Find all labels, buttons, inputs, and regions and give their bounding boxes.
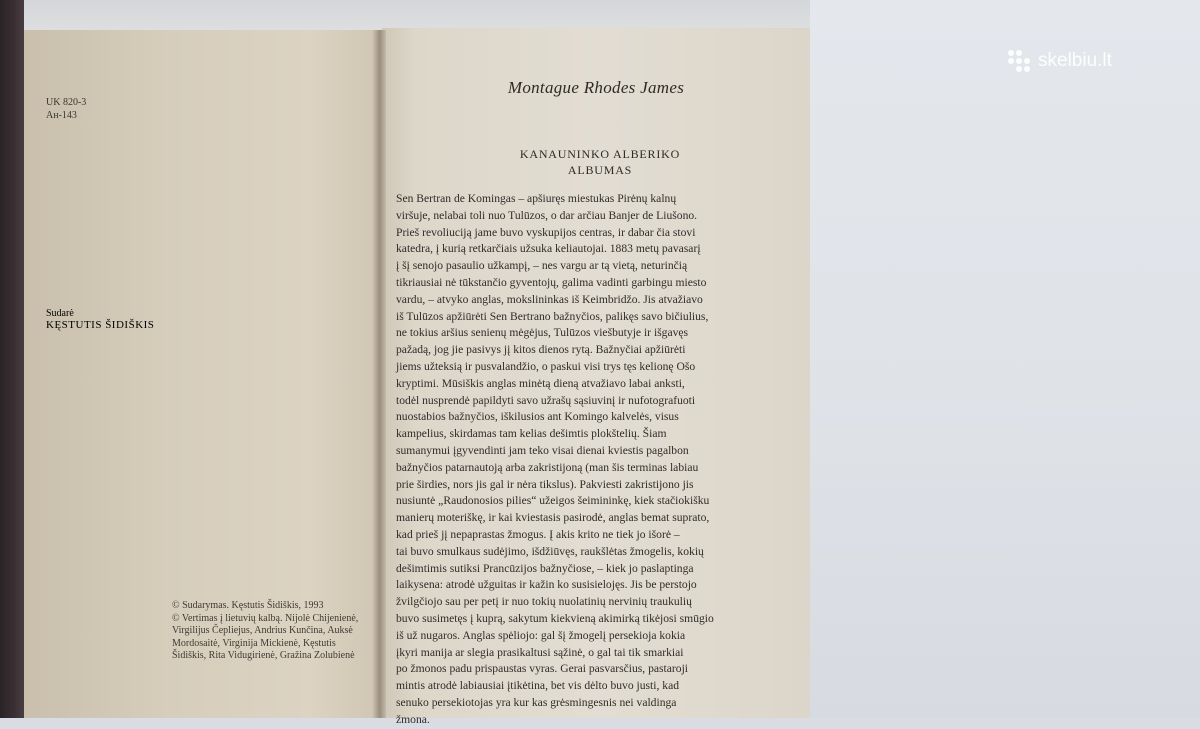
body-text-line: prie širdies, nors jis gal ir nėra tikslus). Pakviesti zakristijono jis bbox=[396, 477, 694, 491]
body-text-line: žmona. bbox=[396, 712, 430, 726]
body-text-line: įkyri manija ar slegia prasikaltusi sąžinė, o gal tai tik smarkiai bbox=[396, 645, 684, 659]
credit-line: Virgilijus Čepliejus, Andrius Kunčina, Auksė bbox=[172, 625, 353, 636]
body-text-line: jiems užteksią ir pusvalandžio, o paskui visi trys tęs kelionę Ošo bbox=[396, 359, 696, 373]
body-text-line: dešimtimis sutiksi Prancūzijos bažnyčiose, – kiek jo paslaptinga bbox=[396, 561, 694, 575]
body-text-line: laikysena: atrodė užguitas ir kažin ko susisielojęs. Jis be perstojo bbox=[396, 578, 697, 592]
compiler-credit bbox=[46, 308, 154, 331]
story-title bbox=[400, 146, 800, 178]
body-text-line: mintis atrodė labiausiai įtikėtina, bet vis dėlto buvo justi, kad bbox=[396, 679, 680, 693]
top-background-strip bbox=[24, 0, 810, 30]
table-surface bbox=[810, 0, 1200, 718]
body-text-line: iš Tulūzos apžiūrėti Sen Bertrano bažnyčios, palikęs savo bičiulius, bbox=[396, 309, 709, 323]
body-text-line: Sen Bertran de Komingas – apšiuręs miestukas Pirėnų kalnų bbox=[396, 192, 677, 205]
credit-line: Šidiškis, Rita Vidugirienė, Gražina Zolubienė bbox=[172, 650, 355, 661]
uk-code-line: Ан-143 bbox=[46, 110, 77, 121]
story-title-line: KANAUNINKO ALBERIKO bbox=[519, 147, 681, 161]
story-body-text bbox=[396, 191, 782, 729]
author-name: Montague Rhodes James bbox=[507, 78, 685, 97]
body-text-line: katedra, į kurią retkarčiais užsuka keliautojai. 1883 metų pavasarį bbox=[396, 242, 701, 256]
body-text-line: po žmonos padu prispaustas vyras. Gerai pasvarsčius, pastaroji bbox=[396, 662, 689, 676]
story-title-line: ALBUMAS bbox=[567, 163, 633, 177]
dots-logo-icon bbox=[1008, 50, 1030, 72]
library-classification-code bbox=[46, 96, 86, 122]
body-text-line: nusiuntė „Raudonosios pilies“ užeigos šeimininkę, kiek stačiokišku bbox=[396, 494, 710, 508]
body-text-line: žvilgčiojo sau per petį ir nuo tokių nuolatinių nervinių traukulių bbox=[396, 595, 692, 609]
uk-code-line: UK 820-3 bbox=[46, 97, 87, 108]
body-text-line: bažnyčios patarnautoją arba zakristijoną (man šis terminas labiau bbox=[396, 460, 699, 474]
body-text-line: tai buvo smulkaus sudėjimo, išdžiūvęs, raukšlėtas žmogelis, kokių bbox=[396, 544, 704, 558]
body-text-line: buvo susimetęs į kuprą, sakytum kiekvieną akimirką tikėjosi smūgio bbox=[396, 611, 714, 625]
body-text-line: todėl nusprendė papildyti savo užrašų sąsiuvinį ir nufotografuoti bbox=[396, 393, 696, 407]
body-text-line: kryptimi. Mūsiškis anglas minėtą dieną atvažiavo labai anksti, bbox=[396, 376, 685, 390]
body-text-line: senuko persekiotojas yra kur kas grėsmingesnis nei valdinga bbox=[396, 695, 677, 709]
compiler-name: KĘSTUTIS ŠIDIŠKIS bbox=[46, 319, 155, 331]
body-text-line: manierų moteriškę, ir kai kviestasis pasirodė, anglas bemat suprato, bbox=[396, 511, 710, 525]
body-text-line: viršuje, nelabai toli nuo Tulūzos, o dar arčiau Banjer de Liušono. bbox=[396, 208, 698, 222]
credit-line: © Vertimas į lietuvių kalbą. Nijolė Chijenienė, bbox=[172, 612, 359, 624]
body-text-line: iš už nugaros. Anglas spėliojo: gal šį žmogelį persekioja kokia bbox=[396, 628, 686, 642]
compiled-label: Sudarė bbox=[46, 308, 74, 319]
body-text-line: vardu, – atvyko anglas, mokslininkas iš Keimbridžo. Jis atvažiavo bbox=[396, 292, 703, 306]
body-text-line: pažadą, jog jie pasivys jį kitos dienos rytą. Bažnyčiai apžiūrėti bbox=[396, 343, 686, 357]
body-text-line: sumanymui įgyvendinti jam teko visai dienai kviestis pagalbon bbox=[396, 443, 689, 457]
body-text-line: nuostabios bažnyčios, iškilusios ant Komingo kalvelės, visus bbox=[396, 410, 679, 424]
book-cover-edge bbox=[0, 0, 24, 718]
credit-line: Mordosaitė, Virginija Mickienė, Kęstutis bbox=[172, 637, 336, 649]
body-text-line: tikriausiai nė tūkstančio gyventojų, galima vadinti garbingu miesto bbox=[396, 275, 707, 289]
copyright-credits bbox=[172, 600, 377, 663]
body-text-line: į šį senojo pasaulio užkampį, – nes vargu ar tą vietą, neturinčią bbox=[396, 259, 688, 273]
body-text-line: Prieš revoliuciją jame buvo vyskupijos centras, ir dabar čia stovi bbox=[396, 225, 696, 239]
watermark-text: skelbiu.lt bbox=[1038, 50, 1112, 71]
body-text-line: kampelius, skirdamas tam kelias dešimtis plokštelių. Šiam bbox=[396, 427, 667, 441]
credit-line: © Sudarymas. Kęstutis Šidiškis, 1993 bbox=[172, 600, 324, 611]
body-text-line: ne tokius aršius senienų mėgėjus, Tulūzos viešbutyje ir išgavęs bbox=[396, 326, 689, 340]
body-text-line: kad prieš jį nepaprastas žmogus. Į akis krito ne tiek jo išorė – bbox=[396, 527, 680, 541]
skelbiu-watermark bbox=[1008, 50, 1112, 72]
